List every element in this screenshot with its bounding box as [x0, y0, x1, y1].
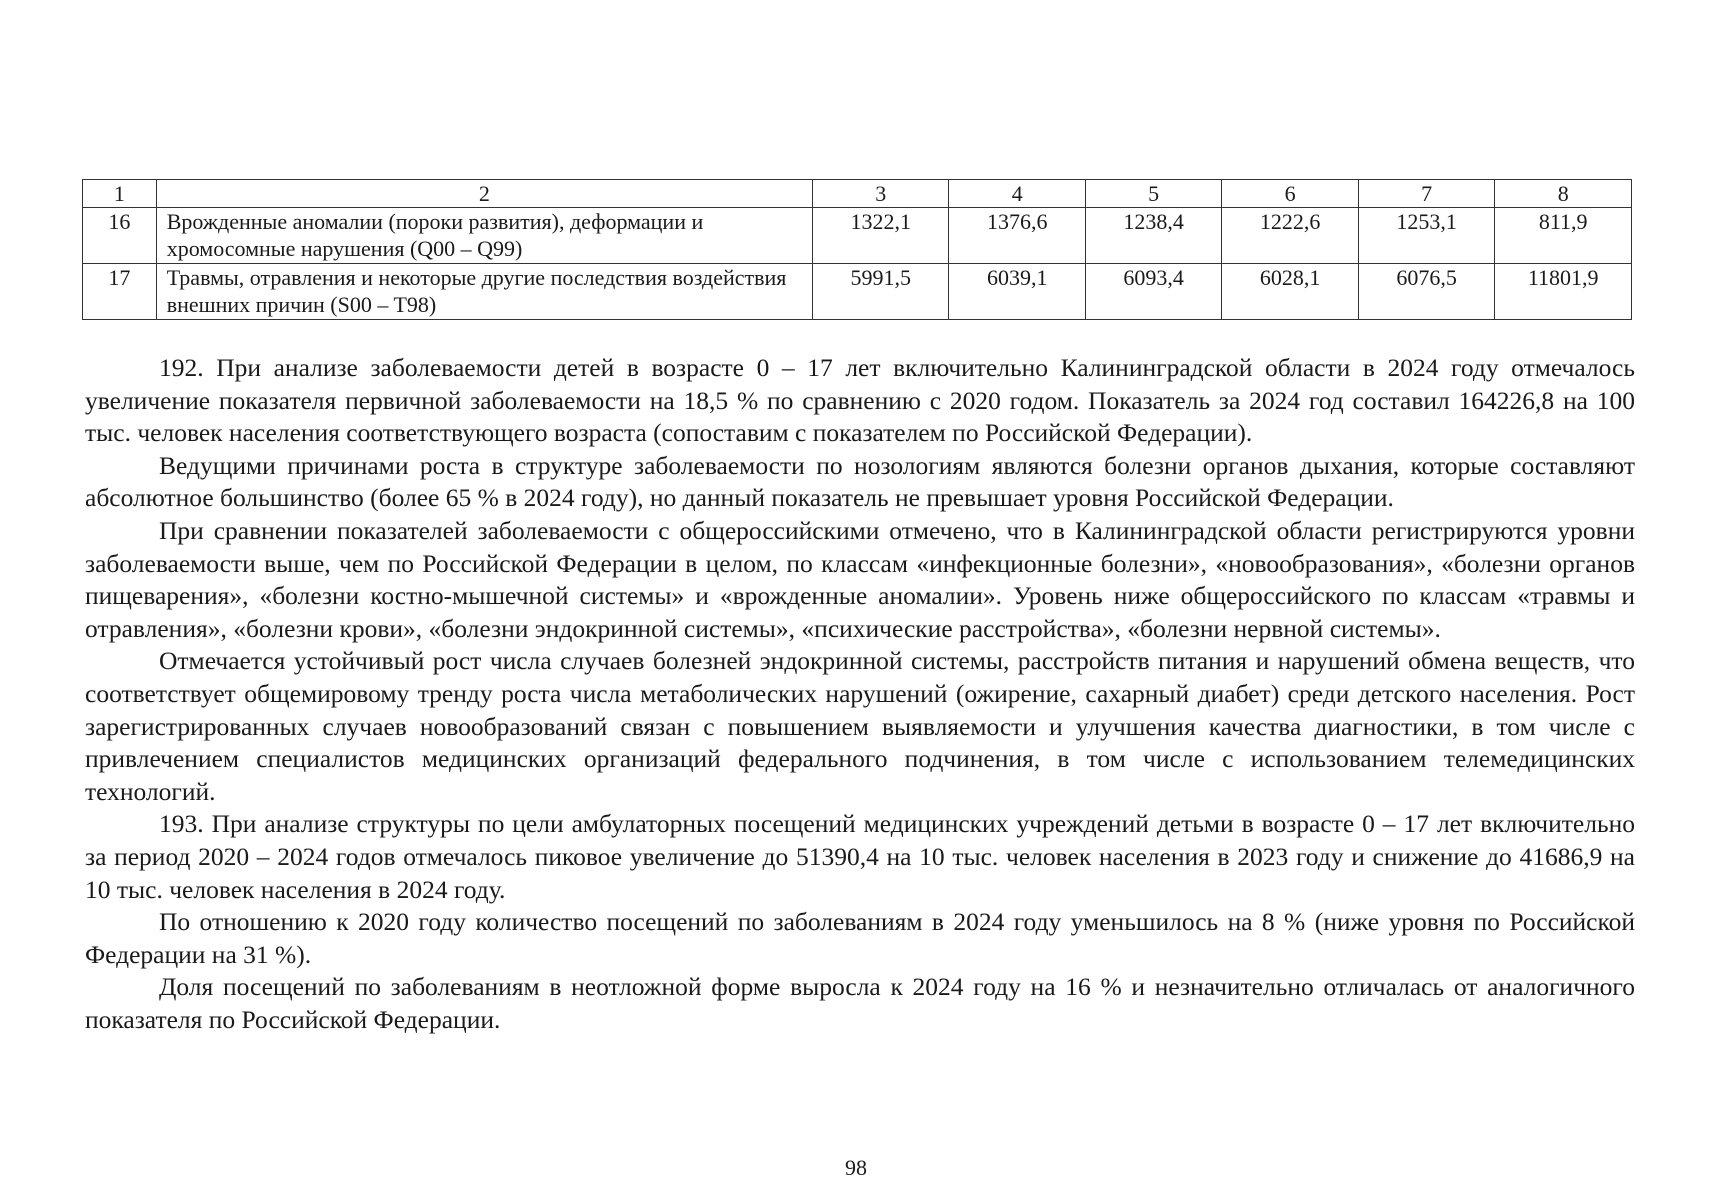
header-cell: 8	[1495, 180, 1632, 208]
header-cell: 5	[1085, 180, 1221, 208]
value-cell: 6039,1	[949, 264, 1085, 320]
table-header-row	[83, 180, 1632, 208]
header-cell: 1	[83, 180, 157, 208]
paragraph: По отношению к 2020 году количество посещений по заболеваниям в 2024 году уменьшилось на 8 % (ниже уровня по Российской Федерации на 31 %).	[85, 907, 1635, 969]
value-cell: 1376,6	[949, 208, 1085, 264]
value-cell: 5991,5	[812, 264, 948, 320]
page-number: 98	[845, 1155, 867, 1180]
row-name-cell: Травмы, отравления и некоторые другие последствия воздействия внешних причин (S00 – T98)	[156, 264, 812, 320]
body-text	[85, 352, 1635, 1036]
value-cell: 11801,9	[1495, 264, 1632, 320]
value-cell: 1238,4	[1085, 208, 1221, 264]
row-name-cell: Врожденные аномалии (пороки развития), деформации и хромосомные нарушения (Q00 – Q99)	[156, 208, 812, 264]
value-cell: 811,9	[1495, 208, 1632, 264]
morbidity-table	[82, 179, 1632, 320]
value-cell: 6028,1	[1222, 264, 1358, 320]
header-cell: 6	[1222, 180, 1358, 208]
value-cell: 1222,6	[1222, 208, 1358, 264]
paragraph: Отмечается устойчивый рост числа случаев болезней эндокринной системы, расстройств питания и нарушений обмена веществ, что соответствует общемировому тренду роста числа метаболических нарушений (ожирение, сахарный диабет) среди детского населения. Рост зарегистрированных случаев новообразований связан с повышением выявляемости и улучшения качества диагностики, в том числе с привлечением специалистов медицинских организаций федерального подчинения, в том числе с использованием телемедицинских технологий.	[85, 646, 1635, 806]
value-cell: 6076,5	[1358, 264, 1494, 320]
paragraph: Доля посещений по заболеваниям в неотложной форме выросла к 2024 году на 16 % и незначительно отличалась от аналогичного показателя по Российской Федерации.	[85, 972, 1635, 1034]
header-cell: 4	[949, 180, 1085, 208]
header-cell: 3	[812, 180, 948, 208]
value-cell: 6093,4	[1085, 264, 1221, 320]
paragraph-193: 193. При анализе структуры по цели амбулаторных посещений медицинских учреждений детьми в возрасте 0 – 17 лет включительно за период 2020 – 2024 годов отмечалось пиковое увеличение до 51390,4 на 10 тыс. человек населения в 2023 году и снижение до 41686,9 на 10 тыс. человек населения в 2024 году.	[85, 809, 1635, 904]
table-row	[83, 264, 1632, 320]
header-cell: 7	[1358, 180, 1494, 208]
table-row	[83, 208, 1632, 264]
row-number-cell: 17	[83, 264, 157, 320]
row-number-cell: 16	[83, 208, 157, 264]
header-cell: 2	[156, 180, 812, 208]
paragraph: При сравнении показателей заболеваемости с общероссийскими отмечено, что в Калининградской области регистрируются уровни заболеваемости выше, чем по Российской Федерации в целом, по классам «инфекционные болезни», «новообразования», «болезни органов пищеварения», «болезни костно-мышечной системы» и «врожденные аномалии». Уровень ниже общероссийского по классам «травмы и отравления», «болезни крови», «болезни эндокринной системы», «психические расстройства», «болезни нервной системы».	[85, 515, 1635, 643]
paragraph-192: 192. При анализе заболеваемости детей в возрасте 0 – 17 лет включительно Калининградской области в 2024 году отмечалось увеличение показателя первичной заболеваемости на 18,5 % по сравнению с 2020 годом. Показатель за 2024 год составил 164226,8 на 100 тыс. человек населения соответствующего возраста (сопоставим с показателем по Российской Федерации).	[85, 353, 1635, 448]
paragraph: Ведущими причинами роста в структуре заболеваемости по нозологиям являются болезни органов дыхания, которые составляют абсолютное большинство (более 65 % в 2024 году), но данный показатель не превышает уровня Российской Федерации.	[85, 450, 1635, 513]
value-cell: 1253,1	[1358, 208, 1494, 264]
value-cell: 1322,1	[812, 208, 948, 264]
